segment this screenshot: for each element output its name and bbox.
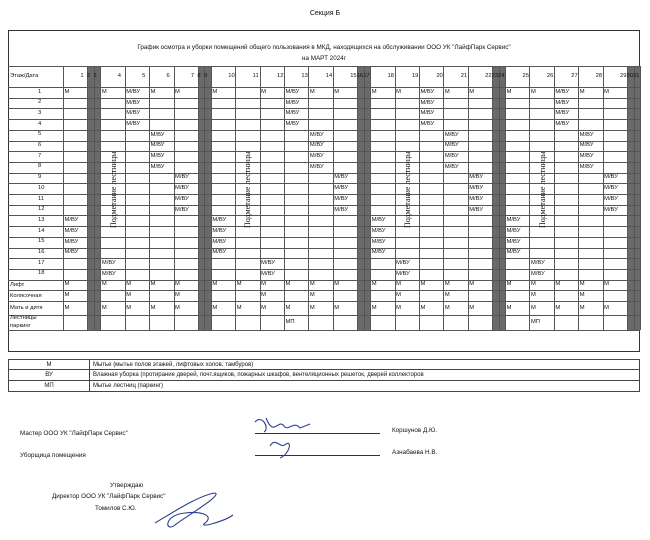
schedule-cell: М: [126, 292, 132, 299]
schedule-cell: М/ВУ: [175, 185, 189, 192]
schedule-cell: М/ВУ: [126, 99, 141, 106]
floor-label: 18: [38, 270, 45, 277]
grid-line: [357, 66, 358, 330]
schedule-cell: М/ВУ: [334, 185, 349, 192]
floor-label: 10: [38, 184, 45, 191]
schedule-cell: М: [212, 88, 218, 95]
schedule-cell: М/ВУ: [212, 249, 227, 256]
day-header: 9: [203, 73, 208, 79]
floor-label: 2: [38, 99, 42, 106]
day-header: 12: [277, 73, 284, 79]
floor-label: 1: [38, 88, 42, 95]
day-header: 20: [436, 73, 443, 79]
schedule-cell: М: [469, 281, 475, 288]
grid-line: [8, 130, 640, 131]
schedule-cell: М/ВУ: [309, 142, 324, 149]
sweep-label: Подметание лестницы: [537, 151, 547, 229]
schedule-cell: М/ВУ: [506, 238, 521, 245]
schedule-cell: М/ВУ: [126, 120, 141, 127]
schedule-cell: М/ВУ: [420, 110, 435, 117]
day-header: 21: [460, 73, 468, 79]
grid-line: [94, 66, 95, 330]
schedule-cell: М: [261, 281, 266, 288]
day-header: 28: [595, 73, 603, 79]
grid-line: [529, 66, 530, 330]
legend-code: М: [9, 360, 90, 370]
grid-line: [8, 269, 640, 270]
schedule-cell: М: [396, 292, 401, 299]
day-header: 10: [228, 73, 235, 79]
schedule-cell: М/ВУ: [555, 120, 570, 127]
schedule-cell: М/ВУ: [469, 195, 483, 202]
schedule-cell: М/ВУ: [579, 163, 594, 170]
day-header: 17: [363, 73, 370, 79]
grid-line: [8, 237, 640, 238]
day-header: 3: [93, 73, 97, 79]
schedule-cell: М: [604, 281, 609, 288]
schedule-cell: М: [212, 281, 218, 288]
day-header: 23: [491, 73, 499, 79]
schedule-cell: М/ВУ: [604, 206, 618, 213]
schedule-cell: М: [396, 304, 401, 311]
schedule-cell: МП: [285, 319, 295, 325]
grid-line: [8, 141, 640, 142]
grid-line: [8, 330, 640, 331]
grid-line: [308, 66, 309, 330]
day-header: 7: [190, 73, 195, 79]
schedule-cell: М: [396, 88, 401, 95]
schedule-cell: М: [420, 281, 426, 288]
schedule-cell: М: [334, 88, 340, 95]
schedule-cell: М/ВУ: [64, 249, 79, 256]
schedule-cell: М: [285, 304, 291, 311]
grid-line: [86, 66, 91, 330]
floor-label: 11: [38, 195, 45, 202]
day-header: 14: [325, 73, 333, 79]
day-header: 5: [142, 73, 146, 79]
schedule-cell: М: [126, 304, 132, 311]
legend: [8, 359, 640, 392]
grid-line: [198, 66, 199, 330]
grid-line: [8, 87, 640, 88]
schedule-cell: М: [530, 304, 536, 311]
schedule-cell: М/ВУ: [150, 142, 165, 149]
schedule-cell: М/ВУ: [444, 142, 459, 149]
schedule-cell: М: [579, 292, 585, 299]
legend-row: [8, 359, 640, 370]
grid-line: [8, 280, 640, 281]
schedule-cell: М: [212, 304, 218, 311]
grid-line: [8, 290, 640, 291]
director-label: Директор ООО УК "ЛайфПарк Сервис": [52, 493, 166, 500]
schedule-cell: М: [309, 304, 315, 311]
floor-label: 16: [38, 249, 45, 255]
schedule-cell: М: [396, 281, 401, 288]
schedule-cell: М: [444, 304, 450, 311]
schedule-cell: М/ВУ: [175, 195, 189, 202]
schedule-cell: М/ВУ: [285, 110, 300, 117]
schedule-cell: МП: [530, 319, 540, 325]
section-title: Секция Б: [309, 10, 341, 17]
day-header: 13: [301, 73, 308, 79]
schedule-cell: М/ВУ: [261, 260, 275, 267]
grid-line: [505, 66, 506, 330]
day-header: 19: [411, 73, 419, 79]
approved-label: Утверждаю: [110, 482, 144, 489]
schedule-cell: М/ВУ: [126, 88, 141, 95]
grid-line: [63, 66, 64, 330]
day-header: 6: [166, 73, 170, 79]
grid-line: [8, 98, 640, 99]
schedule-cell: М/ВУ: [371, 238, 386, 245]
schedule-cell: М: [334, 281, 340, 288]
schedule-cell: М/ВУ: [212, 238, 227, 245]
schedule-cell: М: [469, 88, 475, 95]
row-label: паркинг: [10, 322, 31, 329]
schedule-cell: М: [506, 281, 512, 288]
schedule-cell: М/ВУ: [309, 163, 324, 170]
schedule-cell: М: [371, 304, 377, 311]
grid-line: [211, 66, 212, 330]
schedule-cell: М/ВУ: [150, 163, 165, 170]
schedule-cell: М/ВУ: [396, 260, 410, 267]
grid-line: [100, 66, 101, 330]
grid-line: [499, 66, 500, 330]
schedule-cell: М/ВУ: [334, 174, 349, 181]
day-header: 22: [485, 73, 492, 79]
schedule-cell: М/ВУ: [604, 185, 618, 192]
grid-line: [8, 119, 640, 120]
schedule-cell: М/ВУ: [444, 131, 459, 138]
grid-line: [578, 66, 579, 330]
schedule-cell: М: [506, 88, 512, 95]
grid-line: [627, 66, 628, 330]
schedule-cell: М: [150, 281, 156, 288]
grid-line: [203, 66, 208, 330]
schedule-cell: М/ВУ: [555, 110, 570, 117]
schedule-cell: М: [309, 88, 315, 95]
schedule-cell: М: [555, 281, 561, 288]
day-header: 27: [571, 73, 578, 79]
sweep-label: Подметание лестницы: [108, 151, 118, 229]
row-label: Лестницы: [10, 315, 37, 321]
floor-label: 3: [38, 109, 42, 116]
floor-label: 5: [38, 131, 42, 138]
schedule-cell: М/ВУ: [334, 195, 349, 202]
legend-code: ВУ: [9, 370, 90, 380]
grid-line: [364, 66, 365, 330]
day-header: 16: [356, 73, 364, 79]
schedule-cell: М: [579, 88, 585, 95]
schedule-cell: М: [101, 281, 107, 288]
day-header: 4: [117, 73, 121, 79]
grid-line: [492, 66, 493, 330]
day-header: 31: [633, 73, 640, 79]
grid-line: [8, 248, 640, 249]
floor-label: 6: [38, 142, 42, 148]
director-signature: [145, 485, 240, 540]
day-header: 18: [387, 73, 395, 79]
schedule-cell: М: [444, 292, 450, 299]
schedule-cell: М: [309, 281, 315, 288]
cleaner-name: Азнабаева Н.В.: [392, 449, 438, 456]
grid-line: [443, 66, 444, 330]
schedule-cell: М: [236, 281, 242, 288]
schedule-cell: М/ВУ: [530, 270, 545, 277]
master-name: Коршунов Д.Ю.: [392, 427, 438, 434]
schedule-cell: М/ВУ: [444, 153, 459, 160]
schedule-cell: М: [444, 281, 450, 288]
floor-label: 14: [38, 227, 45, 234]
schedule-cell: М/ВУ: [175, 174, 189, 181]
schedule-cell: М/ВУ: [150, 131, 165, 138]
grid-line: [8, 258, 640, 259]
header-label: Этаж/Дата: [10, 73, 39, 79]
schedule-cell: М: [64, 281, 70, 288]
schedule-cell: М/ВУ: [469, 174, 483, 181]
schedule-cell: М: [579, 304, 585, 311]
schedule-title: График осмотра и уборки помещений общего пользования в МКД, находящихся на обслуживании ООО УК "ЛайфПарк Сервис": [137, 44, 511, 51]
day-header: 8: [197, 73, 201, 79]
day-header: 15: [350, 73, 357, 79]
grid-line: [8, 108, 640, 109]
schedule-cell: М/ВУ: [101, 260, 116, 267]
floor-label: 4: [38, 120, 42, 127]
schedule-cell: М/ВУ: [506, 227, 521, 234]
day-header: 11: [252, 73, 259, 79]
legend-text: Мытье (мытье полов этажей, лифтовых холов, тамбуров): [93, 362, 254, 368]
floor-label: 7: [38, 152, 42, 159]
schedule-cell: М: [334, 304, 340, 311]
day-header: 26: [546, 73, 554, 79]
schedule-cell: М: [64, 292, 70, 299]
schedule-cell: М/ВУ: [396, 270, 410, 277]
schedule-cell: М/ВУ: [212, 217, 227, 224]
grid-line: [149, 66, 150, 330]
schedule-cell: М: [371, 281, 377, 288]
schedule-cell: М: [150, 304, 156, 311]
day-header: 1: [80, 73, 84, 79]
legend-row: [8, 370, 640, 381]
schedule-cell: М/ВУ: [579, 131, 594, 138]
schedule-cell: М: [530, 88, 536, 95]
schedule-cell: М/ВУ: [150, 153, 165, 160]
schedule-cell: М: [420, 304, 426, 311]
director-name: Томилов С.Ю.: [95, 505, 137, 512]
schedule-cell: М/ВУ: [212, 227, 227, 234]
schedule-cell: М/ВУ: [64, 217, 79, 224]
grid-line: [395, 66, 396, 330]
floor-label: 12: [38, 206, 45, 213]
schedule-cell: М/ВУ: [285, 120, 300, 127]
grid-line: [260, 66, 261, 330]
schedule-cell: М/ВУ: [420, 120, 435, 127]
grid-line: [235, 66, 236, 330]
schedule-cell: М: [101, 304, 107, 311]
schedule-cell: М/ВУ: [371, 227, 386, 234]
schedule-cell: М/ВУ: [126, 110, 141, 117]
schedule-cell: М/ВУ: [469, 206, 483, 213]
schedule-cell: М/ВУ: [469, 185, 483, 192]
day-header: 29: [620, 73, 627, 79]
legend-text: Мытье лестниц (паркинг): [93, 383, 163, 389]
floor-label: 17: [38, 259, 45, 266]
schedule-cell: М/ВУ: [261, 270, 275, 277]
day-header: 25: [522, 73, 529, 79]
schedule-cell: М/ВУ: [604, 174, 618, 181]
schedule-cell: М/ВУ: [604, 195, 618, 202]
schedule-cell: М/ВУ: [420, 99, 435, 106]
schedule-subtitle: на МАРТ 2024г: [302, 55, 346, 62]
sweep-label: Подметание лестницы: [243, 151, 253, 229]
sweep-label: Подметание лестницы: [402, 151, 412, 229]
schedule-cell: М/ВУ: [579, 153, 594, 160]
schedule-cell: М/ВУ: [64, 227, 79, 234]
schedule-cell: М/ВУ: [444, 163, 459, 170]
schedule-cell: М: [261, 292, 266, 299]
schedule-cell: М: [175, 281, 180, 288]
legend-code: МП: [9, 381, 90, 391]
legend-text: Влажная уборка (протирание дверей, почт.ящиков, пожарных шкафов, вентеляционных решеток, дверей коллекторов: [93, 372, 424, 378]
grid-line: [634, 66, 635, 330]
schedule-cell: М: [371, 88, 377, 95]
grid-line: [640, 66, 641, 330]
schedule-cell: М: [604, 304, 609, 311]
schedule-cell: М: [261, 304, 266, 311]
schedule-cell: М: [150, 88, 156, 95]
schedule-cell: М: [261, 88, 266, 95]
schedule-cell: М: [604, 88, 609, 95]
schedule-cell: М/ВУ: [334, 206, 349, 213]
floor-label: 9: [38, 174, 42, 181]
schedule-cell: М: [530, 281, 536, 288]
schedule-cell: М: [126, 281, 132, 288]
schedule-cell: М: [506, 304, 512, 311]
schedule-cell: М: [175, 304, 180, 311]
schedule-cell: М/ВУ: [64, 238, 79, 245]
schedule-cell: М/ВУ: [175, 206, 189, 213]
cleaner-label: Уборщица помещения: [20, 452, 86, 459]
master-label: Мастер ООО УК "ЛайфПарк Сервис": [20, 430, 128, 437]
schedule-cell: М/ВУ: [309, 153, 324, 160]
day-header: 30: [626, 73, 633, 79]
grid-line: [8, 315, 640, 316]
schedule-cell: М: [555, 304, 561, 311]
row-label: Колясочная: [10, 292, 42, 299]
schedule-cell: М: [530, 292, 536, 299]
schedule-cell: М/ВУ: [506, 249, 521, 256]
grid-line: [370, 66, 371, 330]
schedule-cell: М: [175, 88, 180, 95]
schedule-cell: М/ВУ: [101, 270, 116, 277]
schedule-cell: М: [101, 88, 107, 95]
schedule-cell: М/ВУ: [285, 88, 300, 95]
floor-label: 13: [38, 216, 45, 223]
grid-line: [8, 301, 640, 302]
schedule-cell: М/ВУ: [309, 131, 324, 138]
floor-label: 8: [38, 163, 42, 170]
schedule-cell: М/ВУ: [579, 142, 594, 149]
schedule-cell: М/ВУ: [285, 99, 300, 106]
master-signature: [250, 410, 320, 465]
legend-row: [8, 381, 640, 392]
row-label: Мать и дитя: [10, 305, 43, 311]
schedule-cell: М/ВУ: [555, 88, 570, 95]
row-label: Лифт: [10, 281, 25, 288]
schedule-cell: М: [309, 292, 315, 299]
schedule-cell: М/ВУ: [530, 260, 545, 267]
day-header: 2: [86, 73, 91, 79]
schedule-cell: М: [469, 304, 475, 311]
schedule-cell: М/ВУ: [371, 217, 386, 224]
schedule-cell: М/ВУ: [420, 88, 435, 95]
schedule-cell: М/ВУ: [555, 99, 570, 106]
schedule-cell: М: [444, 88, 450, 95]
schedule-cell: М/ВУ: [371, 249, 386, 256]
schedule-cell: М: [285, 281, 291, 288]
schedule-cell: М: [579, 281, 585, 288]
schedule-cell: М: [236, 304, 242, 311]
floor-label: 15: [38, 238, 45, 245]
grid-line: [8, 66, 640, 67]
day-header: 24: [498, 73, 505, 79]
schedule-cell: М/ВУ: [506, 217, 521, 224]
schedule-cell: М: [64, 88, 70, 95]
schedule-cell: М: [175, 292, 180, 299]
schedule-cell: М: [64, 304, 70, 311]
